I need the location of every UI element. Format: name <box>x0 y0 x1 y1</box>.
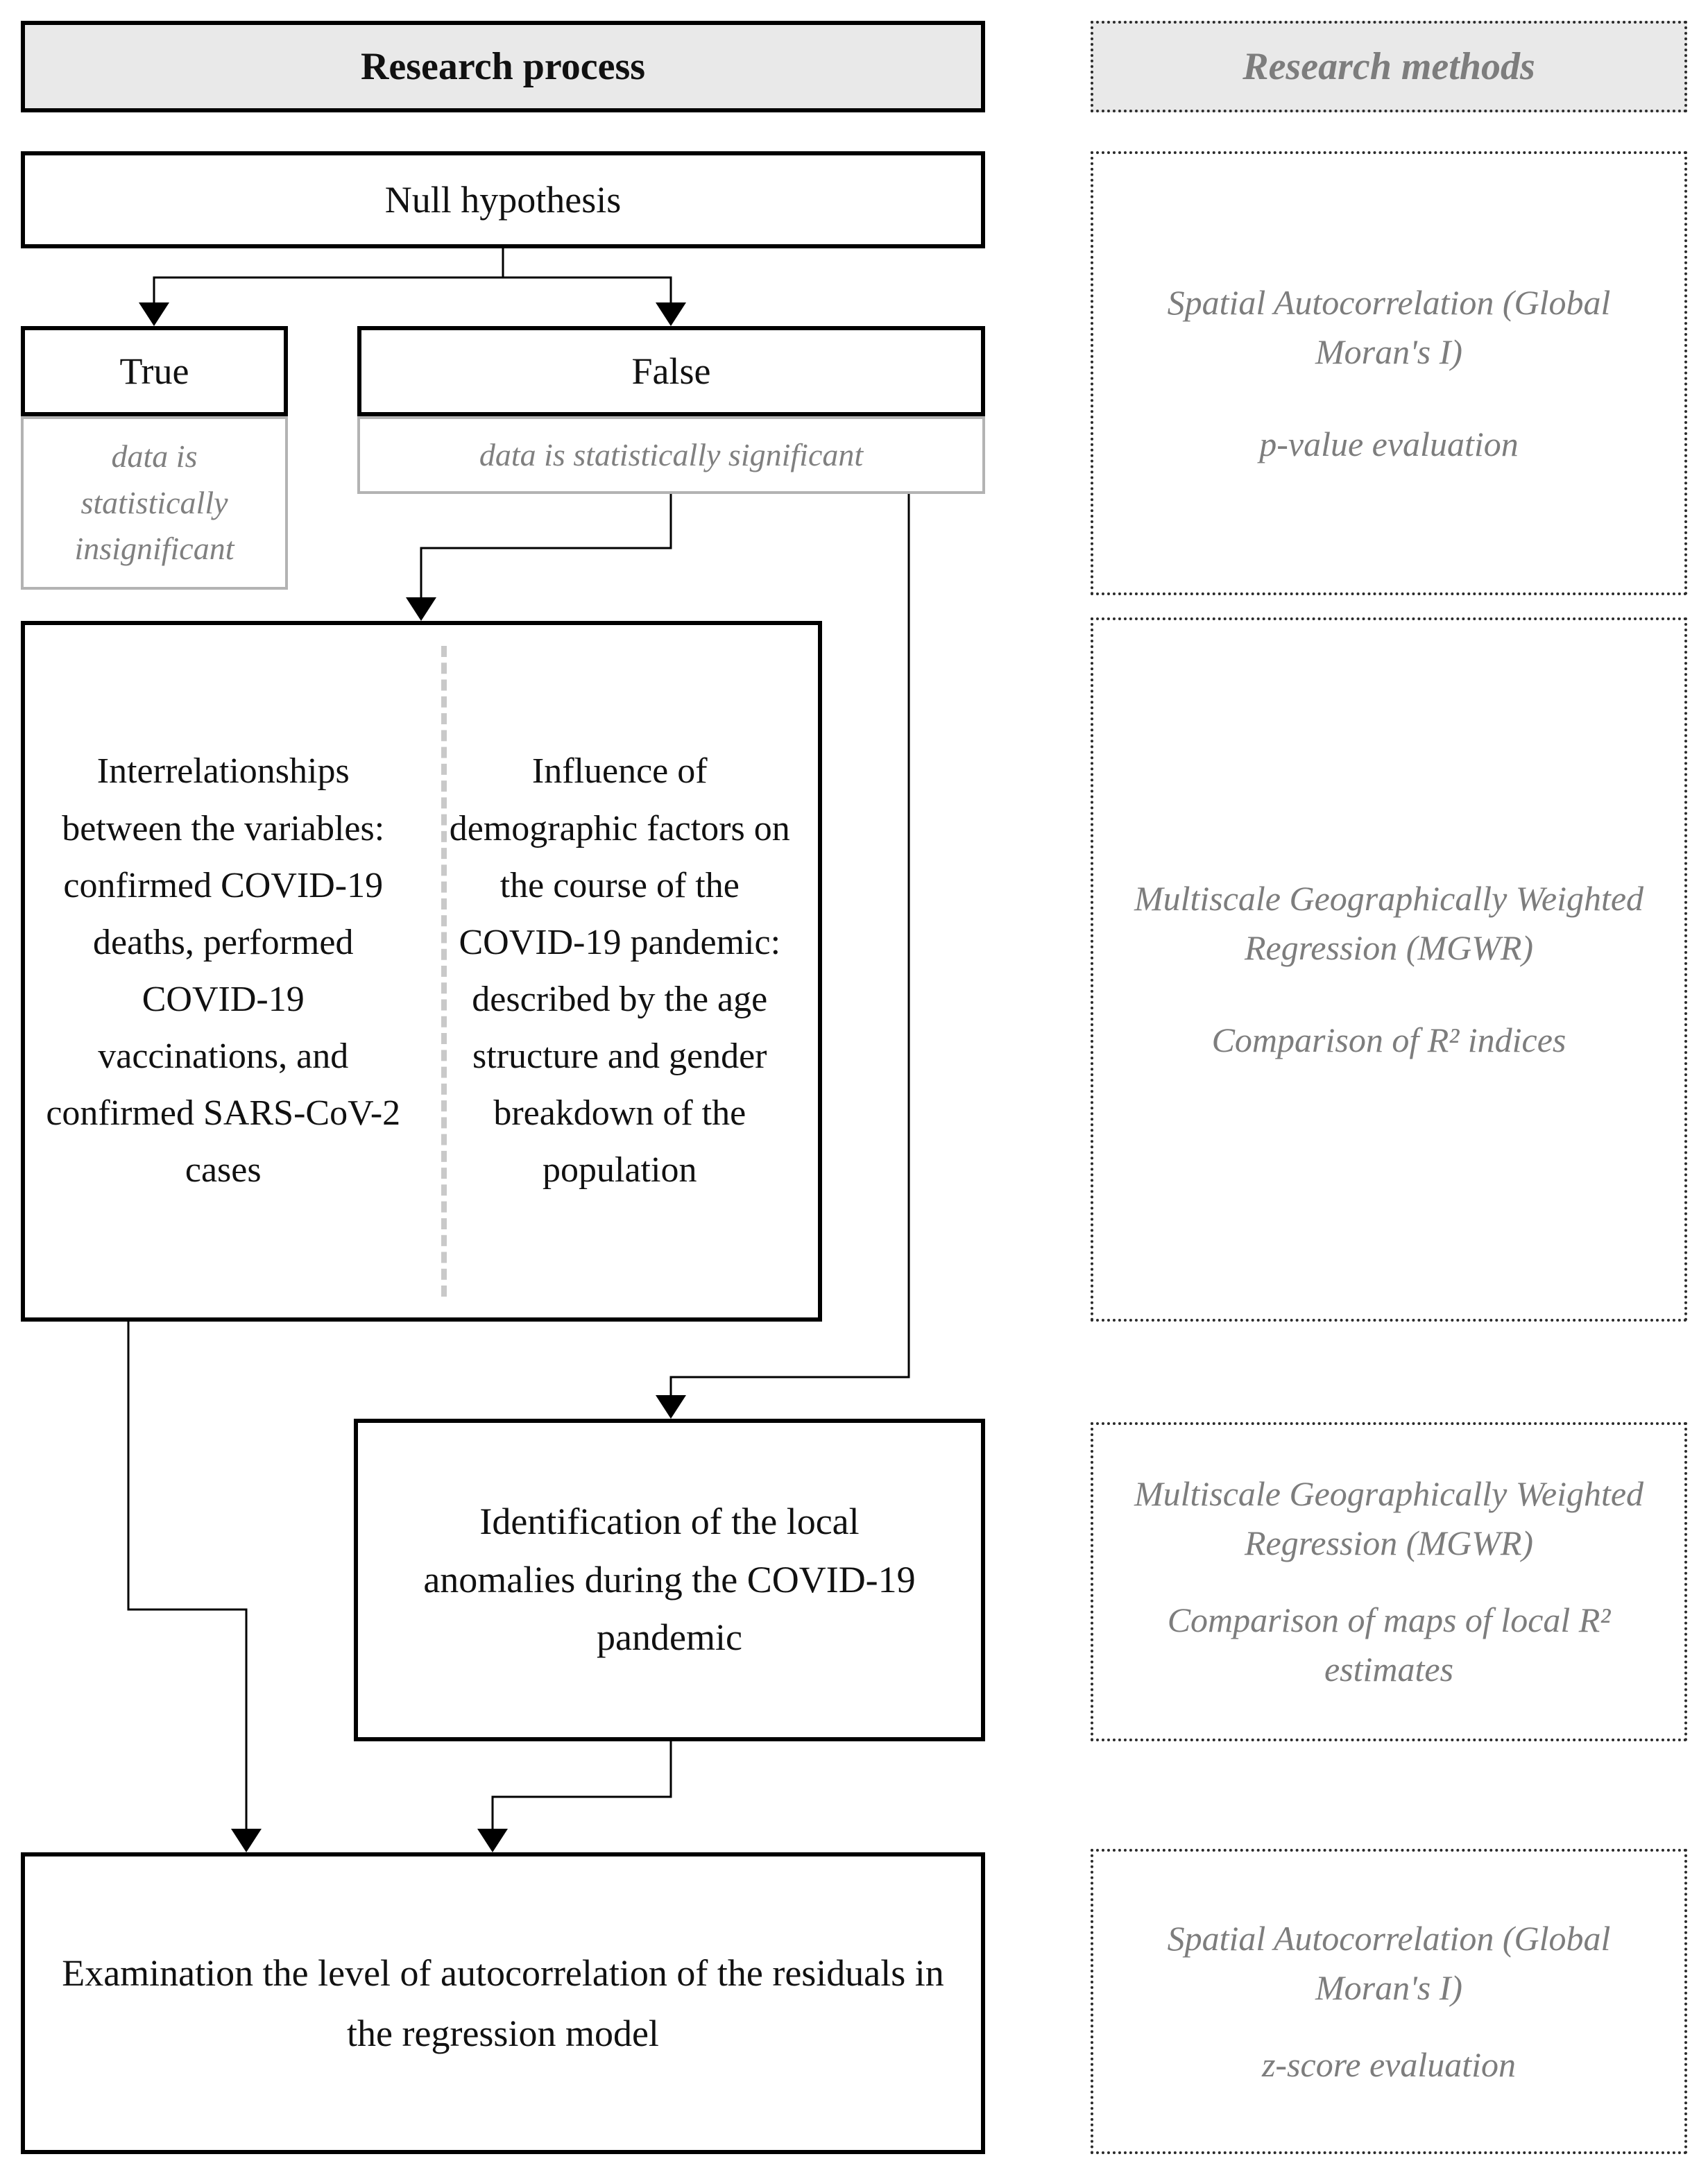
method-main-text: Spatial Autocorrelation (Global Moran's I) <box>1167 1918 1611 2007</box>
method-box-moran-zscore <box>1091 1849 1687 2154</box>
variables-box <box>21 621 822 1322</box>
identification-text: Identification of the local anomalies during the COVID-19 pandemic <box>423 1500 916 1659</box>
research-methods-title: Research methods <box>1242 45 1535 88</box>
method-main-text: Multiscale Geographically Weighted Regression (MGWR) <box>1134 1474 1644 1562</box>
method-sub-text: Comparison of R² indices <box>1211 1021 1566 1059</box>
method-sub-text: p-value evaluation <box>1259 424 1519 463</box>
method-box-mgwr-r2 <box>1091 617 1687 1322</box>
research-process-header <box>21 21 985 112</box>
dashed-divider <box>441 646 447 1297</box>
research-methods-header <box>1091 21 1687 112</box>
false-box <box>357 326 985 416</box>
true-label: True <box>119 350 189 392</box>
method-box-moran-pvalue <box>1091 151 1687 595</box>
examination-box <box>21 1852 985 2154</box>
null-hypothesis-box <box>21 151 985 248</box>
method-sub-text: Comparison of maps of local R² estimates <box>1167 1600 1611 1689</box>
method-sub-text: z-score evaluation <box>1261 2044 1517 2084</box>
identification-box <box>354 1419 985 1741</box>
method-main-text: Multiscale Geographically Weighted Regression (MGWR) <box>1134 879 1644 967</box>
null-hypothesis-label: Null hypothesis <box>384 179 622 221</box>
false-note-box <box>357 416 985 494</box>
false-note-text: data is statistically significant <box>479 436 864 472</box>
examination-text: Examination the level of autocorrelation of the residuals in the regression model <box>62 1952 944 2054</box>
true-note-text: data is statistically insignificant <box>74 438 234 567</box>
method-box-mgwr-local-r2 <box>1091 1422 1687 1741</box>
true-box <box>21 326 288 416</box>
variables-right-text: Influence of demographic factors on the course of the COVID-19 pandemic: described by the age structure and gender breakdown of the population <box>449 751 790 1190</box>
false-label: False <box>631 350 711 392</box>
method-main-text: Spatial Autocorrelation (Global Moran's I) <box>1167 282 1611 371</box>
research-process-title: Research process <box>360 45 646 88</box>
true-note-box <box>21 416 288 590</box>
variables-left-text: Interrelationships between the variables: confirmed COVID-19 deaths, performed COVID-19 vaccinations, and confirmed SARS-CoV-2 cases <box>46 751 401 1190</box>
